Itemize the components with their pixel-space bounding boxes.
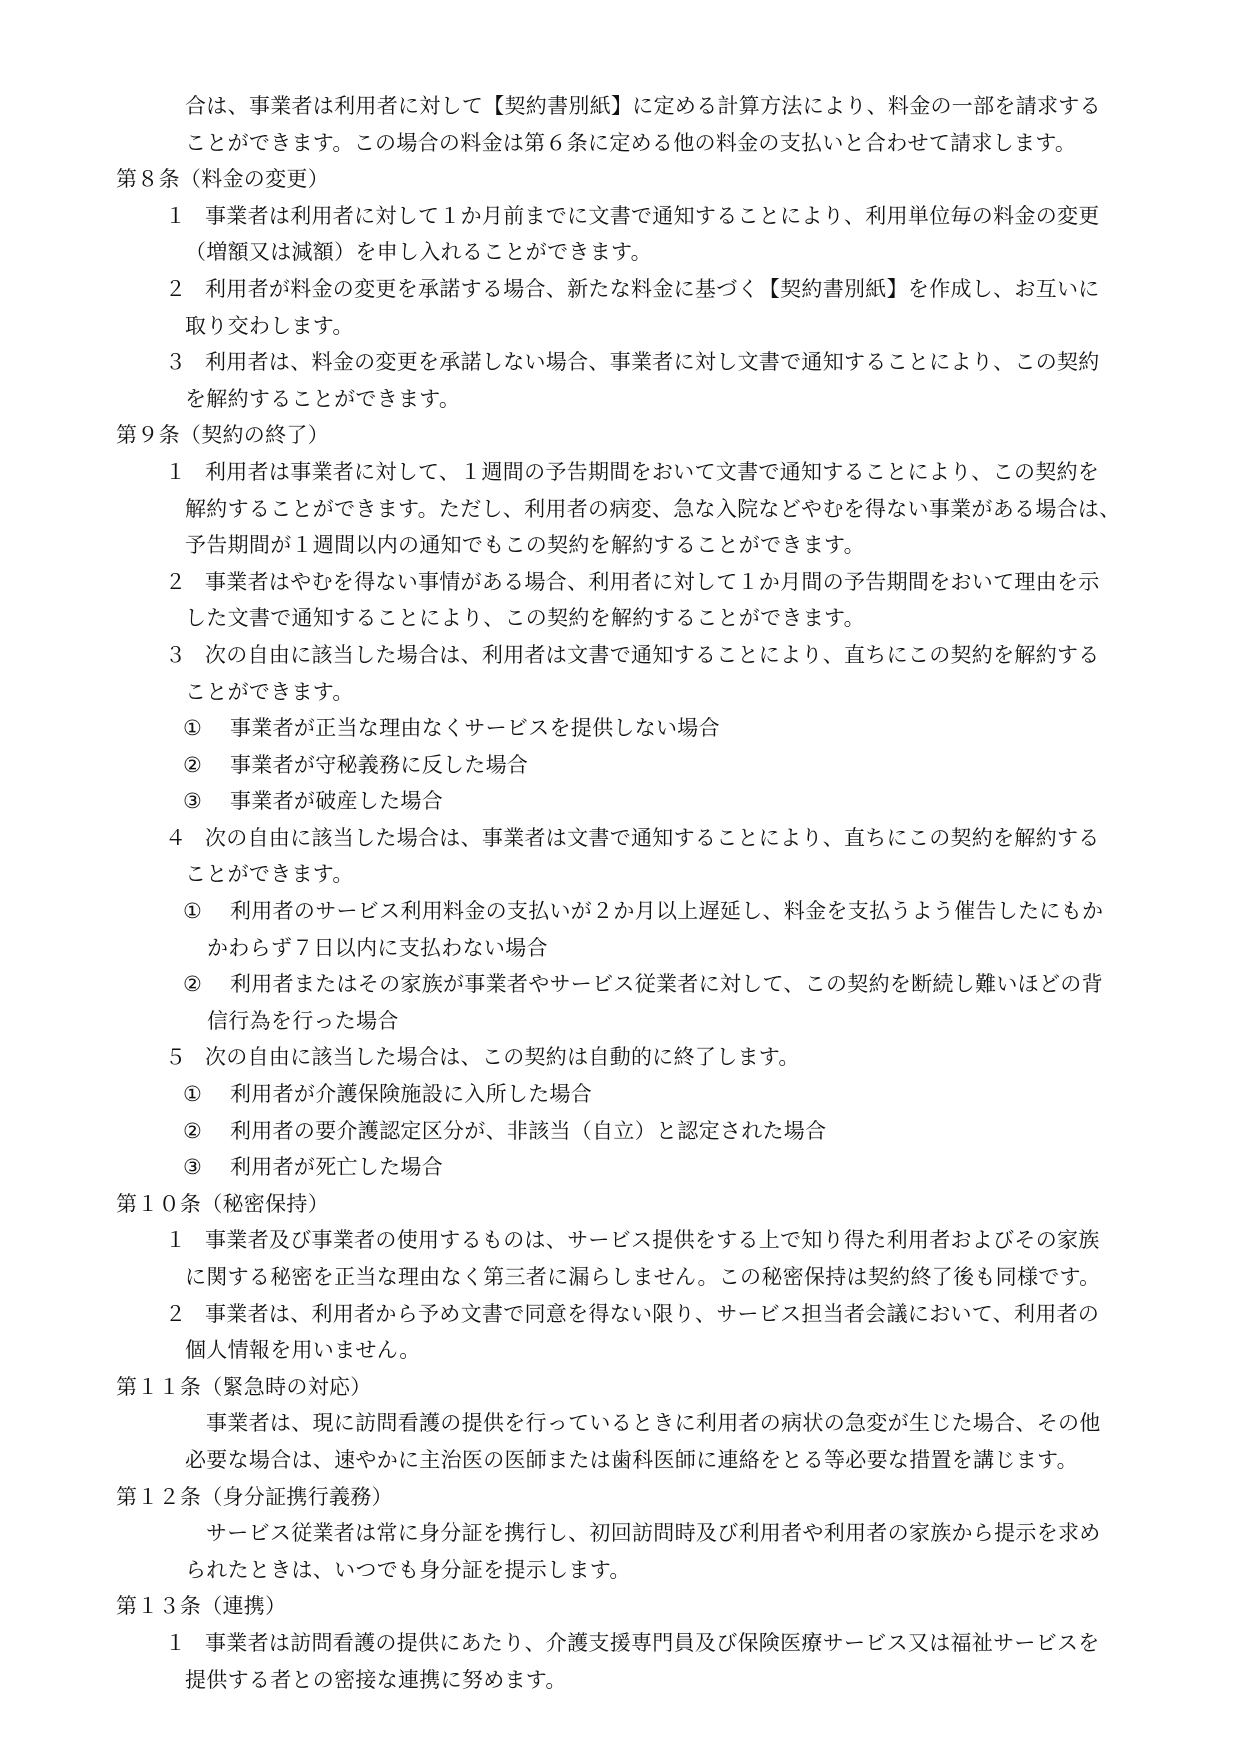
article-9-item-1-cont: 予告期間が１週間以内の通知でもこの契約を解約することができます。	[185, 533, 865, 558]
article-8-item-3	[0, 344, 1241, 381]
sub-item-mark: ②	[183, 972, 203, 997]
item-number: ２	[165, 569, 187, 594]
intro-line-2: ことができます。この場合の料金は第６条に定める他の料金の支払いと合わせて請求します。	[185, 130, 1077, 155]
sub-item-mark: ③	[183, 1155, 203, 1180]
article-13-item-1	[0, 1625, 1241, 1662]
article-10-item-1-cont: に関する秘密を正当な理由なく第三者に漏らしません。この秘密保持は契約終了後も同様です。	[185, 1265, 1101, 1289]
article-9-title: 第９条（契約の終了）	[116, 423, 329, 448]
document-page	[0, 88, 1241, 1698]
article-8-item-1-cont: （増額又は減額）を申し入れることができます。	[185, 240, 652, 265]
article-8-title: 第８条（料金の変更）	[116, 167, 329, 192]
article-9-item-3-cont: ことができます。	[185, 679, 354, 704]
article-13-title: 第１３条（連携）	[116, 1594, 287, 1619]
article-9-item-4-sub-1	[0, 893, 1241, 930]
article-9-item-1-cont: 解約することができます。ただし、利用者の病変、急な入院などやむを得ない事業がある場合は、	[185, 496, 1121, 521]
article-11-paragraph-line-2: 必要な場合は、速やかに主治医の医師または歯科医師に連絡をとる等必要な措置を講じます。	[185, 1447, 1078, 1472]
article-9-item-5	[0, 1039, 1241, 1076]
article-9-item-3-sub-1	[0, 710, 1241, 747]
article-9-item-5-sub-1	[0, 1076, 1241, 1113]
sub-item-mark: ①	[183, 899, 203, 924]
article-12-title: 第１２条（身分証携行義務）	[116, 1484, 393, 1509]
item-text: 利用者が料金の変更を承諾する場合、新たな料金に基づく【契約書別紙】を作成し、お互いに	[205, 276, 1100, 301]
sub-item-text: 事業者が正当な理由なくサービスを提供しない場合	[230, 716, 720, 741]
article-9-item-1	[0, 454, 1241, 491]
sub-item-mark: ③	[183, 789, 203, 814]
item-number: １	[165, 1630, 187, 1655]
article-9-item-4-sub-2-cont: 信行為を行った場合	[207, 1008, 399, 1033]
article-8-item-1	[0, 198, 1241, 235]
item-number: ２	[165, 276, 187, 301]
article-8-item-3-cont: を解約することができます。	[185, 386, 461, 411]
item-number: ３	[165, 350, 187, 375]
item-number: １	[165, 459, 187, 484]
item-text: 事業者及び事業者の使用するものは、サービス提供をする上で知り得た利用者およびその家族	[205, 1228, 1100, 1253]
item-text: 次の自由に該当した場合は、この契約は自動的に終了します。	[205, 1045, 800, 1070]
article-9-item-4-sub-2	[0, 966, 1241, 1003]
article-8-item-2	[0, 271, 1241, 308]
sub-item-mark: ②	[183, 752, 203, 777]
sub-item-mark: ①	[183, 1082, 203, 1107]
article-9-item-4-cont: ことができます。	[185, 862, 354, 887]
sub-item-text: 利用者が介護保険施設に入所した場合	[230, 1082, 593, 1107]
article-11-paragraph-line-1: 事業者は、現に訪問看護の提供を行っているときに利用者の病状の急変が生じた場合、その他	[206, 1411, 1101, 1436]
item-number: ３	[165, 642, 187, 667]
article-13-item-1-cont: 提供する者との密接な連携に努めます。	[185, 1667, 567, 1692]
sub-item-text: 利用者のサービス利用料金の支払いが２か月以上遅延し、料金を支払うよう催告したにもか	[230, 899, 1104, 924]
sub-item-text: 利用者が死亡した場合	[230, 1155, 443, 1180]
sub-item-mark: ①	[183, 716, 203, 741]
item-text: 利用者は事業者に対して、１週間の予告期間をおいて文書で通知することにより、この契約を	[205, 459, 1100, 484]
sub-item-text: 事業者が破産した場合	[230, 789, 443, 814]
article-9-item-2	[0, 564, 1241, 601]
article-8-item-2-cont: 取り交わします。	[185, 313, 354, 338]
intro-line-1: 合は、事業者は利用者に対して【契約書別紙】に定める計算方法により、料金の一部を請求する	[185, 94, 1101, 118]
article-9-item-2-cont: した文書で通知することにより、この契約を解約することができます。	[185, 606, 865, 631]
item-number: ２	[165, 1301, 187, 1326]
article-9-item-3	[0, 637, 1241, 674]
item-text: 次の自由に該当した場合は、利用者は文書で通知することにより、直ちにこの契約を解約する	[205, 642, 1100, 667]
article-9-item-4	[0, 820, 1241, 857]
item-text: 事業者は、利用者から予め文書で同意を得ない限り、サービス担当者会議において、利用者の	[205, 1301, 1100, 1326]
article-10-title: 第１０条（秘密保持）	[116, 1191, 329, 1216]
sub-item-text: 利用者またはその家族が事業者やサービス従業者に対して、この契約を断続し難いほどの背	[230, 972, 1103, 997]
item-text: 利用者は、料金の変更を承諾しない場合、事業者に対し文書で通知することにより、この契約	[205, 350, 1100, 375]
article-10-item-1	[0, 1222, 1241, 1259]
article-9-item-3-sub-3	[0, 783, 1241, 820]
article-11-title: 第１１条（緊急時の対応）	[116, 1374, 372, 1399]
item-number: １	[165, 203, 187, 228]
article-9-item-5-sub-2	[0, 1113, 1241, 1150]
sub-item-text: 利用者の要介護認定区分が、非該当（自立）と認定された場合	[230, 1118, 827, 1143]
item-text: 事業者は訪問看護の提供にあたり、介護支援専門員及び保険医療サービス又は福祉サービスを	[205, 1630, 1100, 1655]
item-text: 次の自由に該当した場合は、事業者は文書で通知することにより、直ちにこの契約を解約する	[205, 825, 1100, 850]
item-text: 事業者は利用者に対して１か月前までに文書で通知することにより、利用単位毎の料金の変更	[205, 203, 1100, 228]
article-10-item-2	[0, 1296, 1241, 1333]
article-10-item-2-cont: 個人情報を用いません。	[185, 1338, 421, 1363]
article-9-item-3-sub-2	[0, 747, 1241, 784]
item-number: ４	[165, 825, 187, 850]
sub-item-mark: ②	[183, 1118, 203, 1143]
article-9-item-4-sub-1-cont: かわらず７日以内に支払わない場合	[207, 935, 548, 960]
article-12-paragraph-line-2: られたときは、いつでも身分証を提示します。	[185, 1557, 631, 1582]
article-9-item-5-sub-3	[0, 1149, 1241, 1186]
item-text: 事業者はやむを得ない事情がある場合、利用者に対して１か月間の予告期間をおいて理由を示	[205, 569, 1100, 594]
item-number: １	[165, 1228, 187, 1253]
sub-item-text: 事業者が守秘義務に反した場合	[230, 752, 529, 777]
article-12-paragraph-line-1: サービス従業者は常に身分証を携行し、初回訪問時及び利用者や利用者の家族から提示を求め	[206, 1521, 1101, 1546]
item-number: ５	[165, 1045, 187, 1070]
